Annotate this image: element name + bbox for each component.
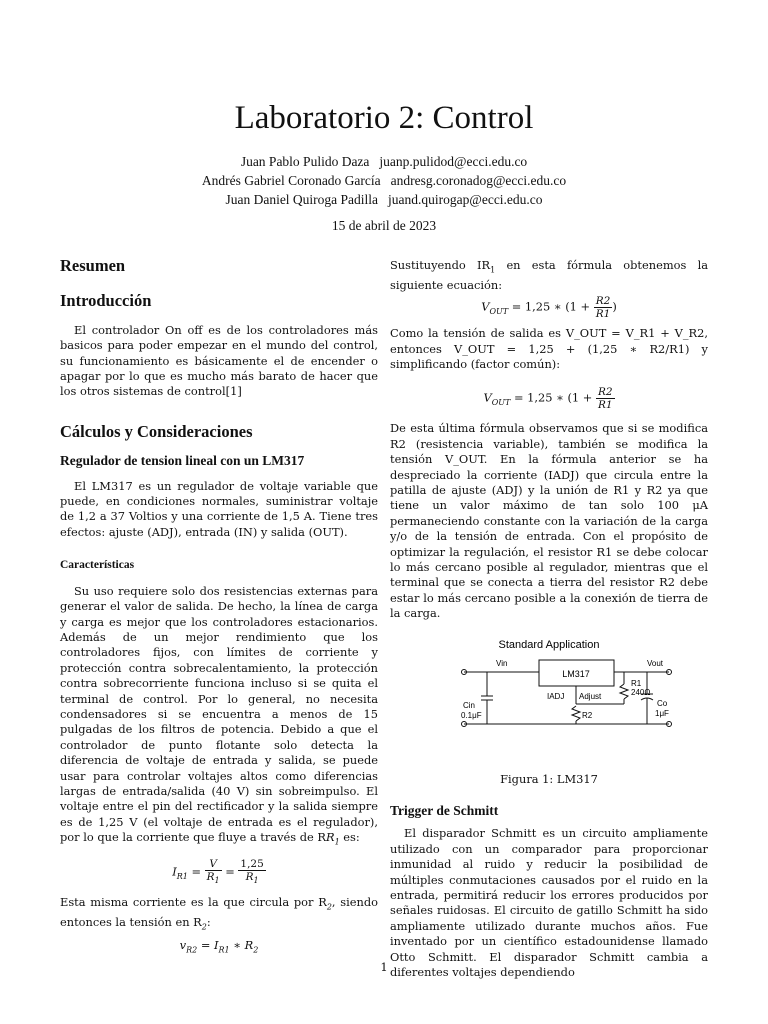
intro-heading: Introducción — [60, 291, 152, 311]
output-voltage-paragraph: Como la tensión de salida es V_OUT = V_R1 + V_R2, entonces V_OUT = 1,25 + (1,25 ∗ R2/R1) y simplificando (factor común): — [390, 326, 708, 371]
eq-subscript: 1 — [253, 875, 259, 885]
text: Sustituyendo IR — [390, 258, 491, 272]
subscript: 2 — [201, 921, 207, 931]
substitution-paragraph — [390, 258, 708, 293]
r2-label: R2 — [582, 710, 593, 720]
author-email: juanp.pulidod@ecci.edu.co — [379, 154, 528, 169]
author-email: andresg.coronadog@ecci.edu.co — [390, 173, 567, 188]
lm317-circuit-diagram — [419, 636, 679, 766]
fraction-denominator: R1 — [597, 399, 613, 412]
eq-subscript: 2 — [253, 945, 259, 955]
fraction — [596, 386, 615, 411]
text: , siendo entonces la tensión en R — [60, 894, 378, 929]
characteristics-paragraph: Su uso requiere solo dos resistencias externas para generar el valor de salida. De hecho, la línea de carga y carga es mejor que los controladores estacionarios. Además de un mejor rendimiento que los controladores fijos, con límites de corriente y protección contra sobrecalentamiento, la protección contra sobrecorriente funciona incluso si se quita el terminal de control. Por lo general, no necesita condensadores si se encuentra a menos de 15 pulgadas de los filtros de potencia. Debido a que el controlador de punto flotante solo detecta la diferencia de voltaje de entrada y salida, se puede usar para controlar voltajes altos como diferencias largas de entrada/salida (40 V) sin sobreimpulso. El voltaje entre el pin del rectificador y la salida siempre es de 1,25 V (el voltaje de entrada es el regulador), por lo que la corriente que fluye a través de $RR_1$ es: — [60, 583, 378, 847]
eq-subscript: OUT — [489, 306, 509, 316]
fraction-denominator: R — [245, 870, 254, 883]
author-name: Andrés Gabriel Coronado García — [201, 173, 381, 188]
schmitt-paragraph: El disparador Schmitt es un circuito ampliamente utilizado con un comparador para proporcionar inmunidad al ruido y reducir la posibilidad de múltiples conmutaciones causados por el ruido en la entrada, permitirá reducir los errores producidos por señales ruidosas. El circuito de gatillo Schmitt ha sido ampliamente utilizado durante muchos años. Fue inventado por un científico estadounidense llamado Otto Schmitt. El disparador Schmitt cambia a diferentes voltajes dependiendo — [390, 826, 708, 980]
adjust-label: Adjust — [579, 691, 602, 701]
regulator-heading: Regulador de tension lineal con un LM317 — [60, 453, 305, 469]
analysis-paragraph: De esta última fórmula observamos que si se modifica R2 (resistencia variable), también se modifica la tensión V_OUT. En la fórmula anterior se ha despreciado la corriente (IADJ) que circula entre la patilla de ajuste (ADJ) y la unión de R1 y R2 ya que tiene un valor máximo de tan solo 100 μA permaneciendo constante con la variación de la carga y/o de la tensión de entrada. Con el propósito de optimizar la regulación, el resistor R1 se debe colocar lo más cercano posible al regulador, mientras que el terminal que se conecta a tierra del resistor R2 debe estar lo más cercano posible a la conexión de tierra de la carga. — [390, 421, 708, 621]
author-list — [0, 152, 768, 209]
figure-lm317 — [390, 636, 708, 787]
schmitt-heading: Trigger de Schmitt — [390, 803, 499, 818]
eq-symbol: = 1,25 ∗ (1 + — [510, 390, 596, 405]
after-equation-paragraph — [60, 895, 378, 934]
fraction-numerator: R2 — [595, 295, 611, 308]
author-row — [0, 171, 768, 190]
r1-label: R1 — [631, 678, 642, 688]
r1-resistor — [620, 684, 628, 699]
intro-paragraph: El controlador On off es de los controladores más basicos para poder empezar en el mundo del control, su funcionamiento es básicamente el de encender o apagar por lo que es mucho más barato de hacer que los otros sistemas de control[1] — [60, 322, 378, 399]
subscript: 1 — [490, 265, 496, 275]
co-value: 1μF — [655, 708, 669, 718]
eq-subscript: R1 — [176, 871, 188, 881]
eq-symbol: = I — [197, 938, 219, 953]
r1-value: 240Ω — [631, 687, 651, 697]
cin-label: Cin — [463, 700, 476, 710]
equation-vout-1 — [390, 295, 708, 320]
co-label: Co — [657, 698, 668, 708]
fraction — [238, 858, 265, 887]
eq-symbol: V — [483, 390, 492, 405]
subscript: 2 — [326, 902, 332, 912]
eq-symbol: ∗ R — [229, 938, 254, 953]
eq-subscript: 1 — [214, 875, 220, 885]
r2-resistor — [572, 706, 580, 721]
eq-subscript: R1 — [218, 945, 230, 955]
paper-date: 15 de abril de 2023 — [331, 218, 437, 233]
text: Esta misma corriente es la que circula por R — [60, 894, 327, 909]
characteristics-text-end: es: — [339, 830, 360, 845]
iadj-label: IADJ — [547, 691, 565, 701]
equation-irl: $I_{R1}$ = $\frac{V}{R_1}$ = $\frac{1,25}{R_1}$ — [172, 857, 264, 885]
vin-label: Vin — [496, 658, 508, 668]
fraction-numerator: R2 — [597, 386, 613, 399]
equation-vr2 — [60, 938, 378, 958]
equation-vout-2 — [390, 386, 708, 411]
author-row — [0, 152, 768, 171]
fraction — [205, 858, 222, 887]
author-name: Juan Daniel Quiroga Padilla — [225, 192, 379, 207]
fraction — [594, 295, 613, 320]
eq-subscript: R2 — [186, 945, 198, 955]
figure-caption: Figura 1: LM317 — [500, 771, 598, 786]
fraction-denominator: R — [206, 870, 215, 883]
author-row — [0, 190, 768, 209]
chip-label: LM317 — [562, 668, 590, 679]
fraction-denominator: R1 — [595, 308, 611, 321]
page-number: 1 — [380, 960, 388, 974]
figure-title: Standard Application — [498, 638, 600, 651]
subscript: 1 — [334, 837, 340, 847]
fraction-numerator: 1,25 — [240, 857, 264, 870]
text: en esta fórmula obtenemos la siguiente ecuación: — [390, 258, 708, 292]
calc-heading: Cálculos y Consideraciones — [60, 421, 253, 441]
cin-value: 0.1μF — [461, 710, 482, 720]
right-column — [390, 258, 708, 980]
eq-symbol: ) — [612, 299, 617, 314]
regulator-paragraph: El LM317 es un regulador de voltaje variable que puede, en condiciones normales, suministrar voltaje de 1,2 a 37 Voltios y una corriente de 1,5 A. Tiene tres efectos: ajuste (ADJ), entrada (IN) y salida (OUT). — [60, 478, 378, 539]
eq-symbol: V — [481, 299, 490, 314]
author-email: juand.quirogap@ecci.edu.co — [388, 192, 543, 207]
vout-label: Vout — [647, 658, 664, 668]
characteristics-text: Su uso requiere solo dos resistencias externas para generar el valor de salida. De hecho, la línea de carga y carga es mejor que los controladores estacionarios. Además de un mejor rendimiento que los controladores fijos, con límites de corriente y protección contra sobrecalentamiento, la protección contra sobrecorriente funciona incluso si se quita el terminal de control. Por lo general, no necesita condensadores si se encuentra a menos de 15 pulgadas de los filtros de potencia. Debido a que el controlador de punto flotante solo detecta la diferencia de voltaje de entrada y salida, se puede usar para controlar voltajes altos como diferencias largas de entrada/salida (40 V) sin sobreimpulso. El voltaje entre el pin del rectificador y la salida siempre es de 1,25 V (el voltaje de entrada es el regulador), por lo que la corriente que fluye a través de R — [60, 583, 378, 845]
left-column — [60, 258, 378, 966]
fraction-numerator: V — [205, 858, 222, 871]
eq-symbol: I — [172, 864, 177, 879]
eq-symbol: = 1,25 ∗ (1 + — [508, 299, 594, 314]
text: : — [206, 914, 211, 929]
eq-symbol: v — [179, 938, 187, 953]
resumen-heading: Resumen — [60, 256, 126, 275]
characteristics-heading: Características — [60, 559, 135, 572]
author-name: Juan Pablo Pulido Daza — [240, 154, 370, 169]
paper-title: Laboratorio 2: Control — [234, 100, 534, 136]
eq-subscript: OUT — [491, 398, 511, 408]
